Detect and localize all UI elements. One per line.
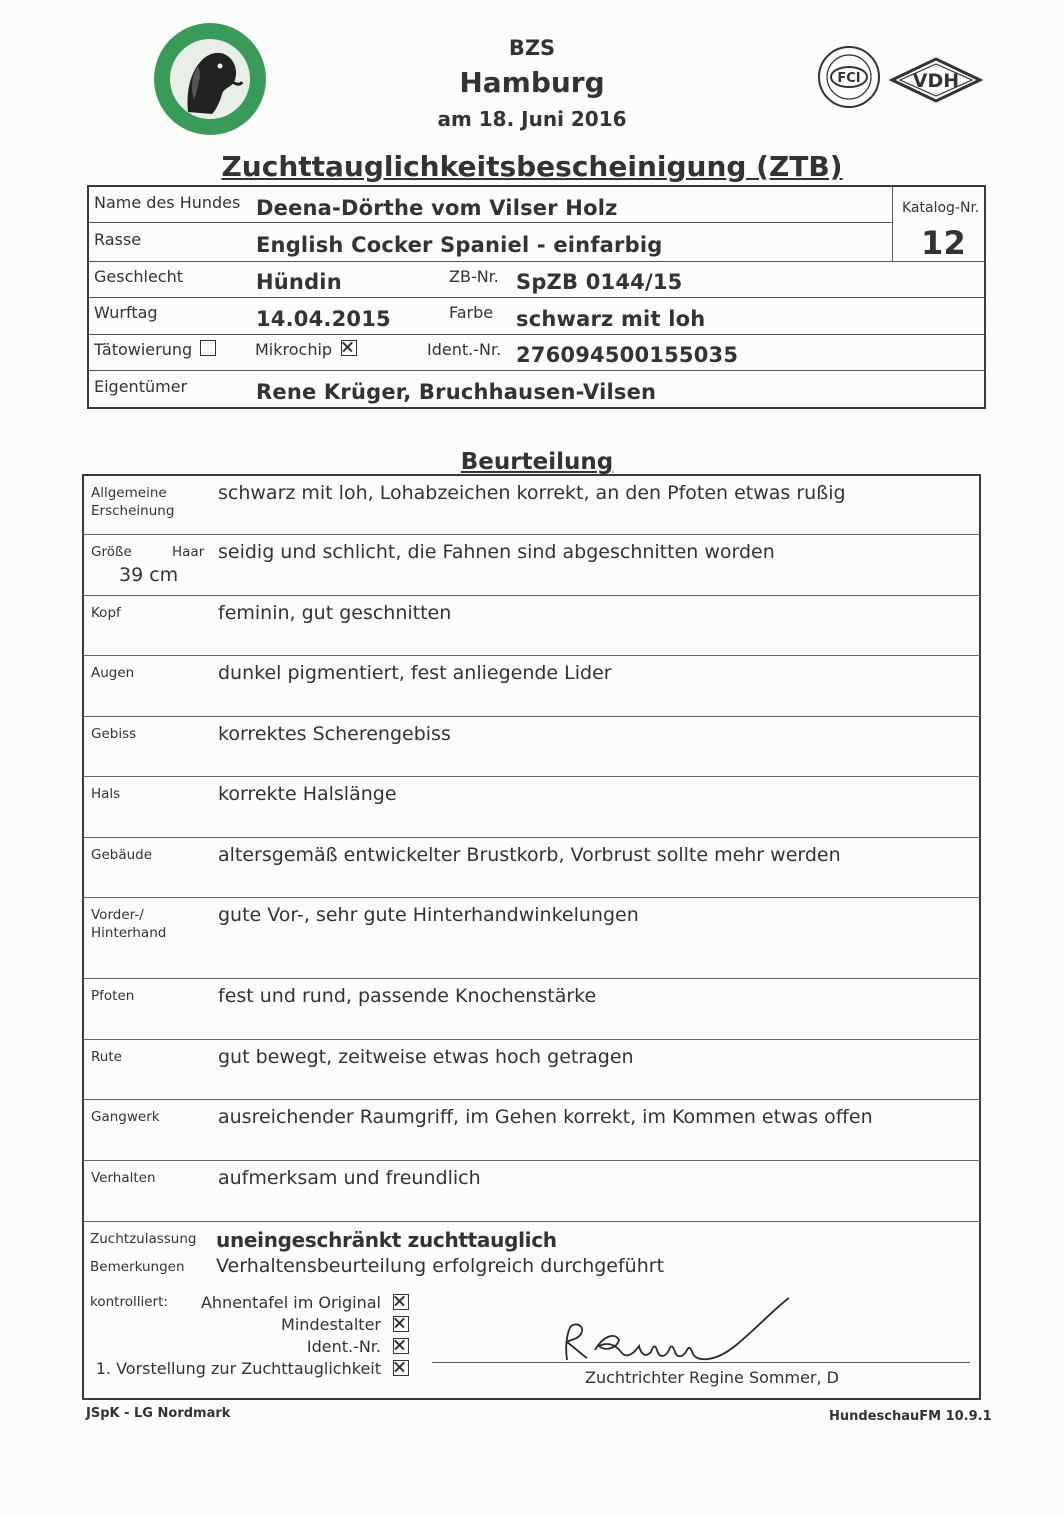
catalog-number: 12: [921, 224, 966, 262]
assessment-label: Augen: [91, 665, 135, 681]
assessment-value: korrekte Halslänge: [218, 783, 397, 805]
check-min-age-checkbox[interactable]: [393, 1316, 409, 1332]
assessment-label: Hals: [91, 786, 121, 802]
fci-logo: [816, 44, 882, 110]
assessment-label: Rute: [91, 1049, 122, 1065]
right-footer-note: HundeschauFM 10.9.1: [829, 1409, 992, 1424]
assessment-label: Gangwerk: [91, 1109, 160, 1125]
remarks: Verhaltensbeurteilung erfolgreich durchgeführt: [216, 1255, 665, 1277]
assessment-label: Vorder-/ Hinterhand: [91, 907, 167, 941]
ident-label: Ident.-Nr.: [427, 340, 502, 359]
assessment-label: Allgemeine Erscheinung: [91, 485, 175, 519]
assessment-value: gut bewegt, zeitweise etwas hoch getragen: [218, 1046, 634, 1068]
assessment-value: gute Vor-, sehr gute Hinterhandwinkelungen: [218, 904, 639, 926]
owner-label: Eigentümer: [94, 377, 188, 396]
birth-label: Wurftag: [94, 303, 158, 322]
color-label: Farbe: [449, 303, 494, 322]
check-pedigree-checkbox[interactable]: [393, 1294, 409, 1310]
checked-label: kontrolliert:: [90, 1294, 168, 1310]
fci-logo-text: FCI: [837, 71, 861, 86]
breed: English Cocker Spaniel - einfarbig: [256, 233, 663, 257]
check-ident-checkbox[interactable]: [393, 1338, 409, 1354]
vdh-logo: [888, 56, 984, 104]
assessment-value: feminin, gut geschnitten: [218, 602, 452, 624]
assessment-value: altersgemäß entwickelter Brustkorb, Vorbrust sollte mehr werden: [218, 844, 841, 866]
assessment-value: fest und rund, passende Knochenstärke: [218, 985, 597, 1007]
height-value: 39 cm: [119, 564, 179, 586]
left-footer-note: JSpK - LG Nordmark: [86, 1406, 231, 1421]
catalog-label: Katalog-Nr.: [902, 200, 980, 216]
vdh-logo-text: VDH: [912, 70, 960, 92]
zb-label: ZB-Nr.: [449, 267, 499, 286]
zb-number: SpZB 0144/15: [516, 270, 683, 294]
city: Hamburg: [459, 66, 605, 99]
breed-label: Rasse: [94, 230, 142, 249]
assessment-value: schwarz mit loh, Lohabzeichen korrekt, an den Pfoten etwas rußig: [218, 482, 846, 504]
sex: Hündin: [256, 270, 342, 294]
breeding-label: Zuchtzulassung: [90, 1231, 197, 1247]
chip-checkbox[interactable]: [341, 340, 357, 356]
coat-color: schwarz mit loh: [516, 307, 706, 331]
judge-signature: [555, 1296, 795, 1376]
chip-label: Mikrochip: [255, 340, 333, 359]
birth-date: 14.04.2015: [256, 307, 391, 331]
check-pedigree-label: Ahnentafel im Original: [200, 1293, 381, 1312]
dog-name: Deena-Dörthe vom Vilser Holz: [256, 196, 618, 220]
assessment-value: seidig und schlicht, die Fahnen sind abgeschnitten worden: [218, 541, 775, 563]
assessment-label: Größe: [91, 544, 132, 560]
check-min-age-label: Mindestalter: [281, 1315, 381, 1334]
check-ident-label: Ident.-Nr.: [306, 1337, 381, 1356]
breeding-status: uneingeschränkt zuchttauglich: [216, 1228, 557, 1252]
check-first-presentation-label: 1. Vorstellung zur Zuchttauglichkeit: [95, 1359, 381, 1378]
assessment-label-secondary: Haar: [172, 544, 205, 560]
assessment-value: korrektes Scherengebiss: [218, 723, 451, 745]
check-first-presentation-checkbox[interactable]: [393, 1360, 409, 1376]
assessment-title: Beurteilung: [460, 449, 614, 475]
tattoo-checkbox[interactable]: [200, 340, 216, 356]
assessment-value: ausreichender Raumgriff, im Gehen korrekt, im Kommen etwas offen: [218, 1106, 873, 1128]
assessment-label: Verhalten: [91, 1170, 156, 1186]
organization: BZS: [508, 36, 556, 60]
owner: Rene Krüger, Bruchhausen-Vilsen: [256, 380, 657, 404]
assessment-value: aufmerksam und freundlich: [218, 1167, 481, 1189]
sex-label: Geschlecht: [94, 267, 184, 286]
assessment-value: dunkel pigmentiert, fest anliegende Lider: [218, 662, 612, 684]
judge-name: Zuchtrichter Regine Sommer, D: [585, 1368, 839, 1387]
document-title: Zuchttauglichkeitsbescheinigung (ZTB): [221, 150, 843, 183]
ident-number: 276094500155035: [516, 343, 739, 367]
remarks-label: Bemerkungen: [90, 1259, 185, 1275]
tattoo-label: Tätowierung: [94, 340, 193, 359]
name-label: Name des Hundes: [94, 193, 241, 212]
assessment-label: Gebiss: [91, 726, 137, 742]
event-date: am 18. Juni 2016: [437, 107, 627, 131]
assessment-label: Pfoten: [91, 988, 135, 1004]
assessment-label: Gebäude: [91, 847, 153, 863]
assessment-label: Kopf: [91, 605, 121, 621]
